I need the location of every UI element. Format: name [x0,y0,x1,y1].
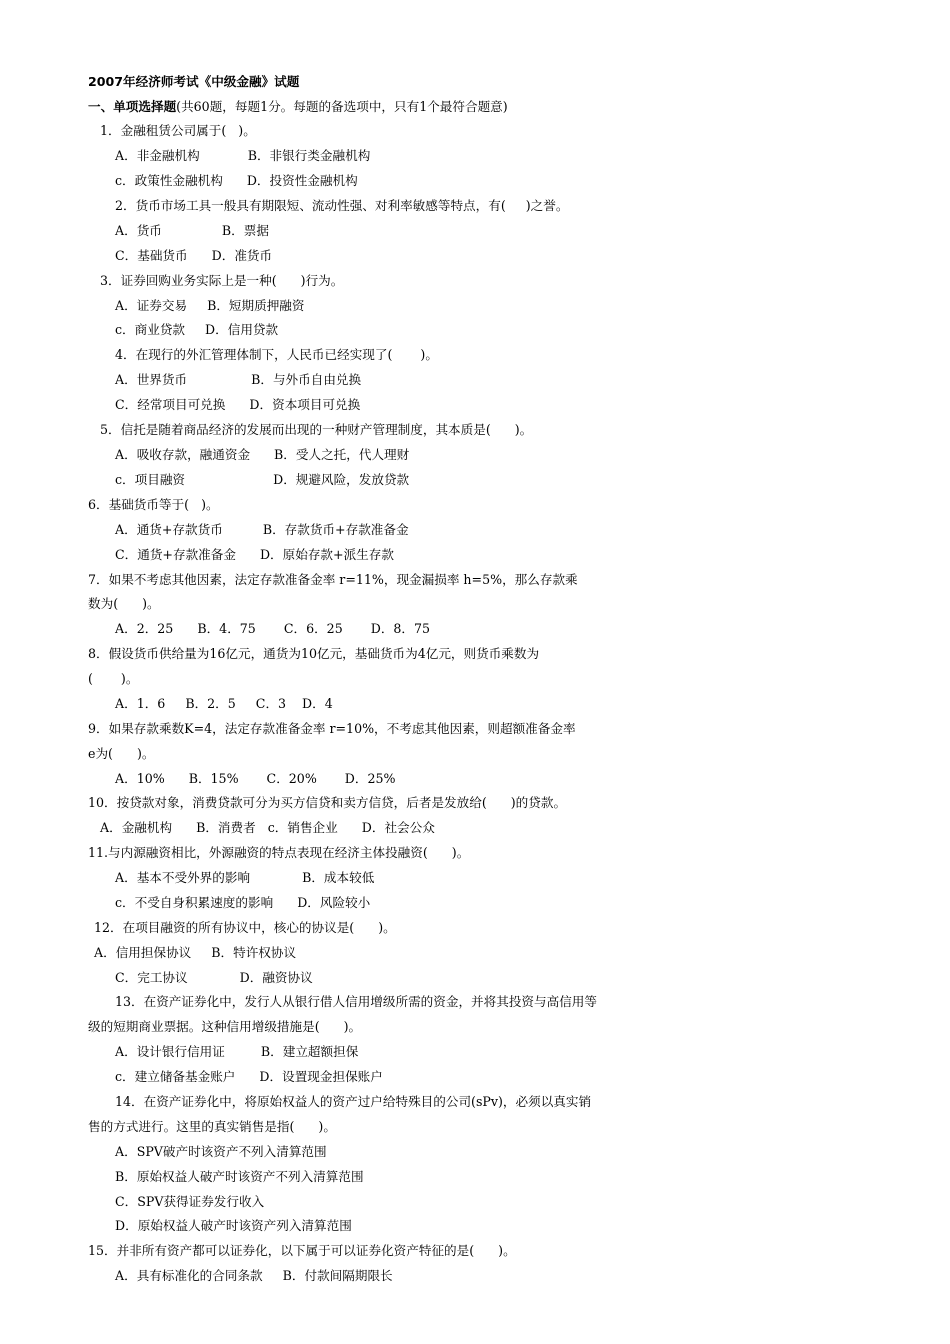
question-stem: 9．如果存款乘数K=4，法定存款准备金率 r=10%，不考虑其他因素，则超额准备金率 [88,721,576,736]
question-stem-continuation: 售的方式进行。这里的真实销售是指( )。 [88,1119,336,1134]
option-row: c．不受自身积累速度的影响 D．风险较小 [115,895,371,910]
question-stem: 12．在项目融资的所有协议中，核心的协议是( )。 [94,920,396,935]
question-stem: 10．按贷款对象，消费贷款可分为买方信贷和卖方信贷，后者是发放给( )的贷款。 [88,795,567,810]
option-row: B．原始权益人破产时该资产不列入清算范围 [115,1169,364,1184]
option-row: C．通货+存款准备金 D．原始存款+派生存款 [115,547,394,562]
question-stem-continuation: 数为( )。 [88,596,160,611]
option-row: A．信用担保协议 B．特许权协议 [94,945,297,960]
option-row: A．1．6 B．2．5 C．3 D．4 [115,696,333,711]
option-row: A．证券交易 B．短期质押融资 [115,298,305,313]
question-stem: 7．如果不考虑其他因素，法定存款准备金率 r=11%，现金漏损率 h=5%，那么存款乘 [88,572,578,587]
question-stem: 3．证券回购业务实际上是一种( )行为。 [100,273,344,288]
option-row: A．基本不受外界的影响 B．成本较低 [115,870,375,885]
option-row: c．建立储备基金账户 D．设置现金担保账户 [115,1069,383,1084]
question-stem-continuation: 级的短期商业票据。这种信用增级措施是( )。 [88,1019,362,1034]
option-row: A．吸收存款，融通资金 B．受人之托，代人理财 [115,447,410,462]
option-row: A．世界货币 B．与外币自由兑换 [115,372,362,387]
option-row: A．通货+存款货币 B．存款货币+存款准备金 [115,522,409,537]
question-stem: 2．货币市场工具一般具有期限短、流动性强、对利率敏感等特点，有( )之誉。 [115,198,569,213]
question-stem: 13．在资产证券化中，发行人从银行借人信用增级所需的资金，并将其投资与高信用等 [115,994,597,1009]
option-row: C．基础货币 D．准货币 [115,248,273,263]
question-stem: 14．在资产证券化中，将原始权益人的资产过户给特殊目的公司(sPv)，必须以真实销 [115,1094,592,1109]
question-stem: 15．并非所有资产都可以证券化，以下属于可以证券化资产特征的是( )。 [88,1243,516,1258]
option-row: A．设计银行信用证 B．建立超额担保 [115,1044,359,1059]
option-row: A．10% B．15% C．20% D．25% [115,771,396,786]
question-stem: 1．金融租赁公司属于( )。 [100,123,256,138]
question-stem-continuation: ( )。 [88,671,139,686]
option-row: c．项目融资 D．规避风险，发放贷款 [115,472,410,487]
option-row: c．政策性金融机构 D．投资性金融机构 [115,173,358,188]
document-title: 2007年经济师考试《中级金融》试题 [88,74,300,89]
option-row: A．非金融机构 B．非银行类金融机构 [115,148,371,163]
question-stem: 4．在现行的外汇管理体制下，人民币已经实现了( )。 [115,347,438,362]
section-note: (共60题，每题1分。每题的备选项中，只有1个最符合题意) [176,99,508,114]
option-row: C．经常项目可兑换 D．资本项目可兑换 [115,397,361,412]
option-row: c．商业贷款 D．信用贷款 [115,322,279,337]
option-row: A．SPV破产时该资产不列入清算范围 [115,1144,327,1159]
option-row: D．原始权益人破产时该资产列入清算范围 [115,1218,352,1233]
question-stem: 8．假设货币供给量为16亿元，通货为10亿元，基础货币为4亿元，则货币乘数为 [88,646,540,661]
section-heading-line [88,99,508,115]
question-stem-continuation: e为( )。 [88,746,155,761]
question-stem: 5．信托是随着商品经济的发展而出现的一种财产管理制度，其本质是( )。 [100,422,533,437]
question-stem: 6．基础货币等于( )。 [88,497,219,512]
option-row: C．SPV获得证券发行收入 [115,1194,265,1209]
option-row: A．具有标准化的合同条款 B．付款间隔期限长 [115,1268,393,1283]
option-row: A．货币 B．票据 [115,223,269,238]
section-heading: 一、单项选择题 [88,99,177,114]
option-row: A．2．25 B．4．75 C．6．25 D．8．75 [115,621,431,636]
question-stem: 11.与内源融资相比，外源融资的特点表现在经济主体投融资( )。 [88,845,470,860]
option-row: C．完工协议 D．融资协议 [115,970,313,985]
option-row: A．金融机构 B．消费者 c．销售企业 D．社会公众 [100,820,435,835]
